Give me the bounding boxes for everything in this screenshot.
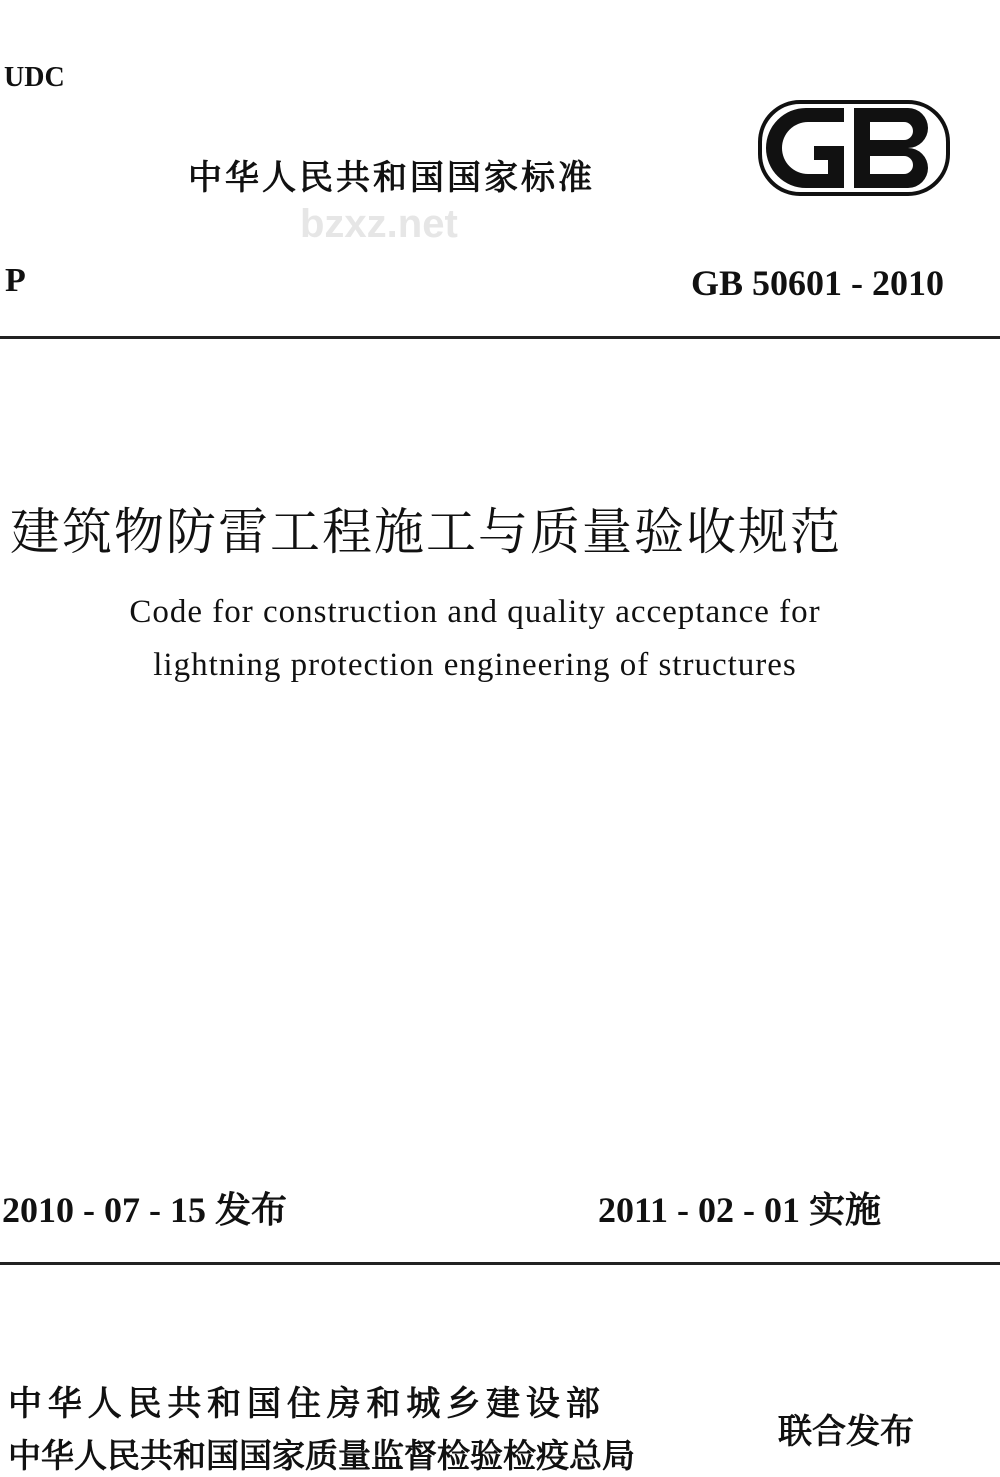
bottom-divider <box>0 1262 1000 1265</box>
top-divider <box>0 336 1000 339</box>
publisher-aqsiq: 中华人民共和国国家质量监督检验检疫总局 <box>8 1436 635 1475</box>
publisher-mohurd: 中 华 人 民 共 和 国 住 房 和 城 乡 建 设 部 <box>8 1384 600 1424</box>
udc-label: UDC <box>4 62 65 93</box>
gb-logo <box>758 98 950 198</box>
title-chinese: 建筑物防雷工程施工与质量验收规范 <box>10 503 842 561</box>
standard-type: 中华人民共和国国家标准 <box>188 158 595 198</box>
implement-date: 2011 - 02 - 01 实施 <box>598 1190 881 1230</box>
standard-code: GB 50601 - 2010 <box>690 263 944 303</box>
title-english-line1: Code for construction and quality acceptance for <box>129 594 821 630</box>
classification-code: P <box>5 262 26 299</box>
watermark: bzxz.net <box>300 202 458 246</box>
joint-issue-label: 联合发布 <box>778 1412 914 1452</box>
title-english-line2: lightning protection engineering of structures <box>153 647 797 683</box>
issue-date: 2010 - 07 - 15 发布 <box>2 1190 287 1230</box>
